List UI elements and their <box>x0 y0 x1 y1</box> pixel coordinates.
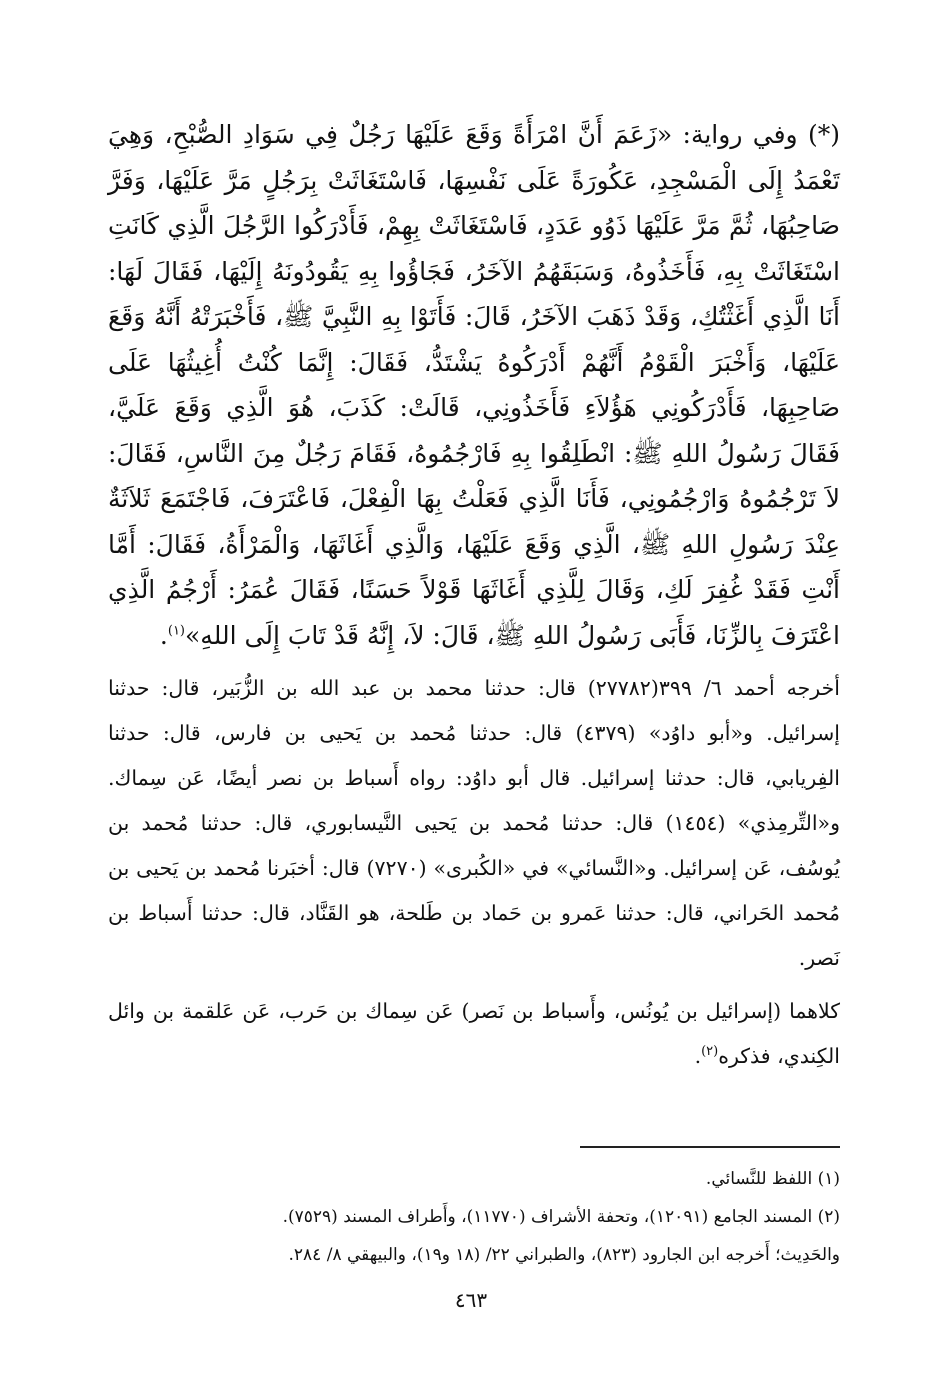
footnote-2-continued: والحَدِيث؛ أَخرجه ابن الجارود (٨٢٣)، والطبراني ٢٢/ (١٨ و١٩)، والبيهقي ٨/ ٢٨٤. <box>288 1245 840 1265</box>
hadith-end: . <box>159 620 168 650</box>
hadith-footnote-ref: (١) <box>167 623 185 639</box>
takhrij-paragraph: أخرجه أحمد ٦/ ٣٩٩(٢٧٧٨٢) قال: حدثنا محمد بن عبد الله بن الزُّبَير، قال: حدثنا إسرائيل. و«أبو داوُد» (٤٣٧٩) قال: حدثنا مُحمد بن يَحيى بن فارس، قال: حدثنا الفِريابي، قال: حدثنا إسرائيل. قال أبو داوُد: رواه أَسباط بن نصر أيضًا، عَن سِماك. و«التِّرمِذي» (١٤٥٤) قال: حدثنا مُحمد بن يَحيى النَّيسابوري، قال: حدثنا مُحمد بن يُوسُف، عَن إسرائيل. و«النَّسائي» في «الكُبرى» (٧٢٧٠) قال: أخبَرنا مُحمد بن يَحيى بن مُحمد الحَراني، قال: حدثنا عَمرو بن حَماد بن طَلحة، هو القَنَّاد، قال: حدثنا أَسباط بن نَصر. <box>108 676 841 970</box>
footnote-1: (١) اللفظ للنَّسائي. <box>705 1169 840 1189</box>
footnote-divider <box>580 1146 840 1148</box>
footnote-2: (٢) المسند الجامع (١٢٠٩١)، وتحفة الأشراف (١١٧٧٠)، وأَطراف المسند (٧٥٢٩). <box>282 1207 840 1227</box>
summary-footnote-ref: (٢) <box>701 1044 719 1060</box>
summary-paragraph <box>108 989 840 1079</box>
page-number: ٤٦٣ <box>454 1288 488 1312</box>
summary-text: كلاهما (إسرائيل بن يُونُس، وأَسباط بن نَصر) عَن سِماك بن حَرب، عَن عَلقمة بن وائل الكِندي، فذكره <box>108 999 840 1068</box>
hadith-text: (*) وفي رواية: «زَعَمَ أَنَّ امْرَأَةً وَقَعَ عَلَيْهَا رَجُلٌ فِي سَوَادِ الصُّبْحِ، وَهِيَ تَعْمَدُ إِلَى الْمَسْجِدِ، عَكُورَةً عَلَى نَفْسِهَا، فَاسْتَغَاثَتْ بِرَجُلٍ مَرَّ عَلَيْهَا، وَفَرَّ صَاحِبُهَا، ثُمَّ مَرَّ عَلَيْهَا ذَوُو عَدَدٍ، فَاسْتَغَاثَتْ بِهِمْ، فَأَدْرَكُوا الرَّجُلَ الَّذِي كَانَتِ اسْتَغَاثَتْ بِهِ، فَأَخَذُوهُ، وَسَبَقَهُمُ الآخَرُ، فَجَاؤُوا بِهِ يَقُودُونَهُ إِلَيْهَا، فَقَالَ لَهَا: أَنَا الَّذِي أَغَثْتُكِ، وَقَدْ ذَهَبَ الآخَرُ، قَالَ: فَأَتَوْا بِهِ النَّبِيَّ ﷺ، فَأَخْبَرَتْهُ أَنَّهُ وَقَعَ عَلَيْهَا، وَأَخْبَرَ الْقَوْمُ أَنَّهُمْ أَدْرَكُوهُ يَشْتَدُّ، فَقَالَ: إِنَّمَا كُنْتُ أُغِيثُهَا عَلَى صَاحِبِهَا، فَأَدْرَكُونِي هَؤُلاَءِ فَأَخَذُونِي، قَالَتْ: كَذَبَ، هُوَ الَّذِي وَقَعَ عَلَيَّ، فَقَالَ رَسُولُ اللهِ ﷺ: انْطَلِقُوا بِهِ فَارْجُمُوهُ، فَقَامَ رَجُلٌ مِنَ النَّاسِ، فَقَالَ: لاَ تَرْجُمُوهُ وَارْجُمُونِي، فَأَنَا الَّذِي فَعَلْتُ بِهَا الْفِعْلَ، فَاعْتَرَفَ، فَاجْتَمَعَ ثَلاَثَةٌ عِنْدَ رَسُولِ اللهِ ﷺ، الَّذِي وَقَعَ عَلَيْهَا، وَالَّذِي أَغَاثَهَا، وَالْمَرْأَةُ، فَقَالَ: أَمَّا أَنْتِ فَقَدْ غُفِرَ لَكِ، وَقَالَ لِلَّذِي أَغَاثَهَا قَوْلاً حَسَنًا، فَقَالَ عُمَرُ: أَرْجُمُ الَّذِي اعْتَرَفَ بِالزِّنَا، فَأَبَى رَسُولُ اللهِ ﷺ، قَالَ: لاَ، إِنَّهُ قَدْ تَابَ إِلَى اللهِ» <box>108 120 840 650</box>
summary-end: . <box>694 1044 702 1068</box>
hadith-paragraph <box>108 112 840 658</box>
footnotes <box>108 1160 840 1274</box>
main-text <box>108 112 840 1079</box>
